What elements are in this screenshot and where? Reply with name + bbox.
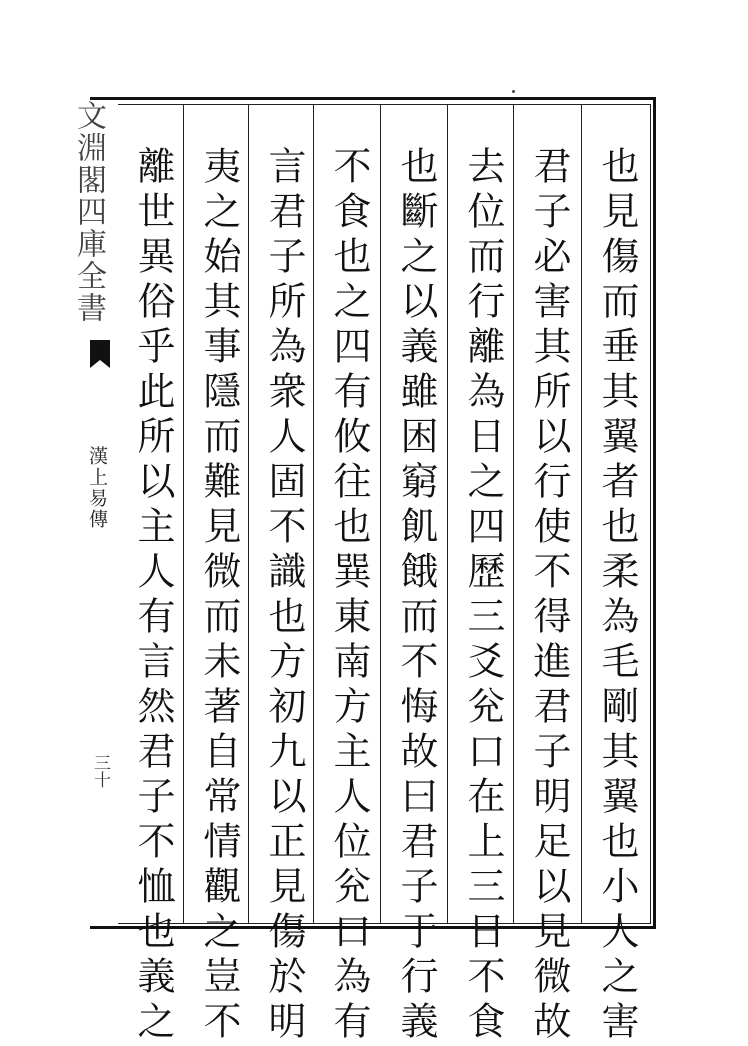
text-column-8: 離世異俗乎此所以主人有言然君子不恤也義之 xyxy=(131,146,175,1046)
running-title: 文淵閣四庫全書 xyxy=(71,100,106,324)
text-column-4: 也斷之以義雖困窮飢餓而不悔故曰君子于行義 xyxy=(394,146,438,1046)
text-column-2: 君子必害其所以行使不得進君子明足以見微故 xyxy=(527,146,571,1046)
text-column-7: 夷之始其事隱而難見微而未著自常情觀之豈不 xyxy=(197,146,241,1046)
ink-speck xyxy=(512,90,515,93)
column-rule xyxy=(380,104,381,924)
page-number: 三十 xyxy=(90,754,110,788)
column-rule xyxy=(581,104,582,924)
fishtail-mark-icon xyxy=(88,338,112,374)
column-rule xyxy=(248,104,249,924)
book-title: 漢上易傳 xyxy=(86,446,108,530)
column-rule xyxy=(183,104,184,924)
text-column-1: 也見傷而垂其翼者也柔為毛剛其翼也小人之害 xyxy=(595,146,639,1046)
text-column-6: 言君子所為衆人固不識也方初九以正見傷於明 xyxy=(262,146,306,1046)
column-rule xyxy=(513,104,514,924)
text-column-3: 去位而行離為日之四歷三爻兊口在上三日不食 xyxy=(461,146,505,1046)
column-rule xyxy=(313,104,314,924)
column-rule xyxy=(447,104,448,924)
text-column-5: 不食也之四有攸往也巽東南方主人位兊口為有 xyxy=(327,146,371,1046)
